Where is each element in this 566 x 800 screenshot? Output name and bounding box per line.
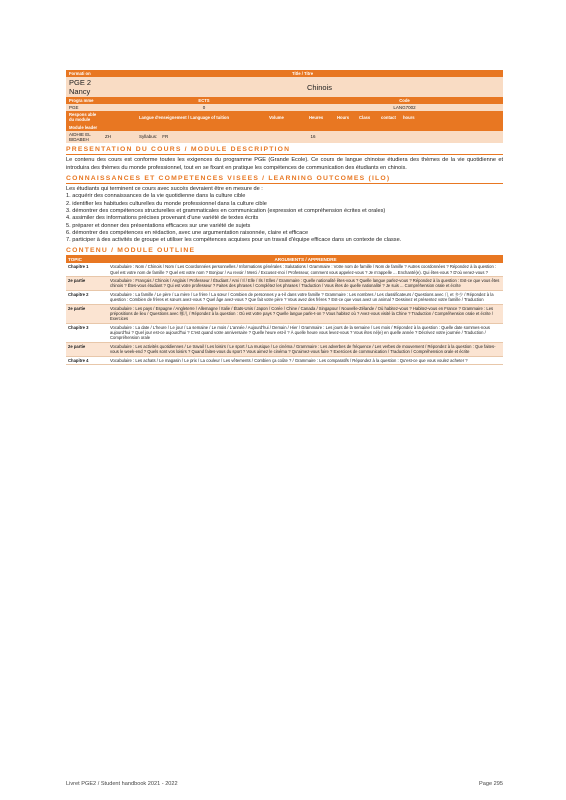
outline-header-topic: TOPIC [66, 256, 108, 263]
hours-col-1: Heures [306, 111, 334, 123]
table-row [66, 342, 503, 356]
row-text: Vocabulaire : Les activités quotidiennes / Le travail / Les loisirs / Le sport / La musique / Le cinéma / Grammaire : Les adverbes de fréquence / Les verbes de mouvement / Répondez à la question : Que faites-vous le week-end ? Quels sont vos loisirs ? Quand faites-vous du sport ? Vous aimez le cinéma ? Qu'aimez-vous faire ? Exercices de communication / Traduction / Compréhension orale et écrite [108, 342, 503, 356]
blank-cell [400, 131, 503, 144]
program-value: PGE [66, 104, 102, 111]
outcome-item: 5. préparer et donner des présentations efficaces sur une variété de sujets [66, 222, 251, 229]
outcome-item: 6. démontrer des compétences en rédaction, avec une argumentation raisonnée, claire et efficace [66, 229, 309, 236]
row-text: Vocabulaire : Les pays / Espagne / Angleterre / Allemagne / Italie / États-Unis / Japon / Corée / Chine / Canada / Singapour / Nouvelle-Zélande / Où habitez-vous ? Habitez-vous en France ? Grammaire : Les prépositions de lieu / Questions avec 哪儿 / Répondez à la question : Où est votre pays ? Quelle langue parle-t-on ? Vous habitez où ? Avez-vous visité la Chine ? Traduction / Compréhension orale et écrite / Exercices [108, 304, 503, 323]
row-text: Vocabulaire : La famille / Le père / La mère / Le frère / La sœur / Combien de personnes y a-t-il dans votre famille ? Grammaire : Les nombres / Les classificateurs / Questions avec 几 et 多少 / Répondez à la question : Combien de frères et sœurs avez-vous ? Quel âge avez-vous ? Que fait votre père ? Vous avez des frères ? Est-ce que vous avez un animal ? Dessinez et présentez votre famille / Traduction [108, 290, 503, 304]
row-text: Vocabulaire : Français / Chinois / Anglais / Professeur / Étudiant / Ami / Il / Elle / Ils / Elles / Grammaire : Quelle nationalité êtes-vous ? Quelle langue parlez-vous ? Répondez à la question : Est-ce que vous êtes chinois ? Êtes-vous étudiant ? Qui est votre professeur ? Faites des phrases / Complétez les phrases / Traduction / Vous êtes de quelle nationalité ? Je suis ... Compréhension orale et écrite [108, 277, 503, 291]
formation-code: PGE 2 Nancy [66, 77, 136, 97]
outcome-item: 4. assimiler des informations précises provenant d'une variété de textes écrits [66, 215, 259, 222]
code-value: LANG7002 [306, 104, 503, 111]
hours-col-3: Class [356, 111, 378, 123]
hours-col-0: Volume [266, 111, 306, 123]
code-label: Code [306, 97, 503, 104]
outcome-item: 7. participer à des activités de groupe et utiliser les compétences acquises pour un travail d'équipe efficace dans un contexte de classe. [66, 237, 402, 244]
outcome-item: 1. acquérir des connaissances de la vie quotidienne dans la culture cible [66, 193, 246, 200]
footer-handbook-label: Livret PGE2 / Student handbook 2021 - 2022 [66, 781, 178, 787]
language-code: ZH [102, 131, 136, 144]
module-leader-name: AIDHIE EL BIDABEH [66, 131, 102, 144]
syllabus-label: Syllabus: FR [136, 131, 226, 144]
program-label: Progra mme [66, 97, 102, 104]
table-row [66, 277, 503, 291]
outcomes-intro: Les étudiants qui terminent ce cours avec succès devraient être en mesure de : [66, 186, 263, 193]
row-topic: 2e partie [66, 304, 108, 323]
row-text: Vocabulaire : Les achats / Le magasin / Le prix / La couleur / Les vêtements / Combien ça coûte ? / Grammaire : Les comparatifs / Répondez à la question : Qu'est-ce que vous voulez acheter ? [108, 356, 503, 364]
row-topic: Chapitre 2 [66, 290, 108, 304]
row-topic: Chapitre 3 [66, 323, 108, 342]
outcomes-list [66, 193, 503, 244]
handbook-page [66, 70, 503, 365]
row-topic: Chapitre 1 [66, 263, 108, 276]
row-topic: 2e partie [66, 342, 108, 356]
course-title: Chinois [136, 77, 503, 97]
description-heading: PRESENTATION DU COURS / MODULE DESCRIPTION [66, 146, 503, 155]
outcome-item: 3. démontrer des compétences structurelles et grammaticales en communication (expression et compréhension écrites et orales) [66, 207, 386, 214]
outcome-item: 2. identifier les habitudes culturelles du monde professionnel dans la culture cible [66, 200, 267, 207]
table-row [66, 323, 503, 342]
module-leader-label: Module leader [66, 124, 102, 131]
title-label: Title / Titre [102, 70, 503, 77]
outline-table [66, 256, 503, 365]
row-text: Vocabulaire : La date / L'heure / Le jour / La semaine / Le mois / L'année / Aujourd'hui / Demain / Hier / Grammaire : Les jours de la semaine / Les mois / Répondez à la question : Quelle date sommes-nous aujourd'hui ? Quel jour est-ce aujourd'hui ? C'est quand votre anniversaire ? Quelle heure est-il ? À quelle heure vous levez-vous ? Vous êtes né(e) en quelle année ? Décrivez votre journée / Traduction / Compréhension orale [108, 323, 503, 342]
hours-col-4: contact [378, 111, 400, 123]
responsible-label: Respons able du module [66, 111, 102, 123]
description-text: Le contenu des cours est conforme toutes les exigences du programme PGE (Grande Ecole). Ce cours de langue chinoise étudiera des thèmes de la vie quotidienne et introduira des thèmes du monde professionnel, tout en se fixant en pratique les compétences de communication des étudiants en chinois. [66, 157, 503, 171]
table-row [66, 263, 503, 276]
module-leader-spacer [102, 124, 503, 131]
row-topic: 2e partie [66, 277, 108, 291]
table-row [66, 290, 503, 304]
hours-col-5: hours [400, 111, 503, 123]
table-row [66, 304, 503, 323]
row-text: Vocabulaire : Nom / Chinois / Nom / Les Coordonnées personnelles / Informations générales : Salutations / Grammaire : Votre nom de famille / Nom de famille ? Autres coordonnées ? Répondez à la question : Quel est votre nom de famille ? Quel est votre nom ? Bonjour / Au revoir / Merci / Excusez-moi / Professeur, comment vous appelez-vous ? Je m'appelle ... Enchanté(e). Qui êtes-vous ? D'où venez-vous ? [108, 263, 503, 276]
course-info-table [66, 70, 503, 143]
language-label: Langue d'enseignement / Language of tuition [102, 111, 266, 123]
outline-header-arguments: ARGUMENTS / APPRENDRE [108, 256, 503, 263]
outcomes-heading: CONNAISSANCES ET COMPETENCES VISEES / LEARNING OUTCOMES (ILO) [66, 175, 503, 184]
ects-label: ECTS [102, 97, 306, 104]
ects-value: 0 [102, 104, 306, 111]
formation-label: Formati on [66, 70, 102, 77]
page-number: Page 295 [479, 781, 503, 787]
table-row [66, 356, 503, 364]
row-topic: Chapitre 4 [66, 356, 108, 364]
outline-heading: CONTENU / MODULE OUTLINE [66, 247, 503, 256]
hours-col-2: Hours [334, 111, 356, 123]
contact-hours: 16 [226, 131, 400, 144]
page-footer [66, 781, 503, 787]
